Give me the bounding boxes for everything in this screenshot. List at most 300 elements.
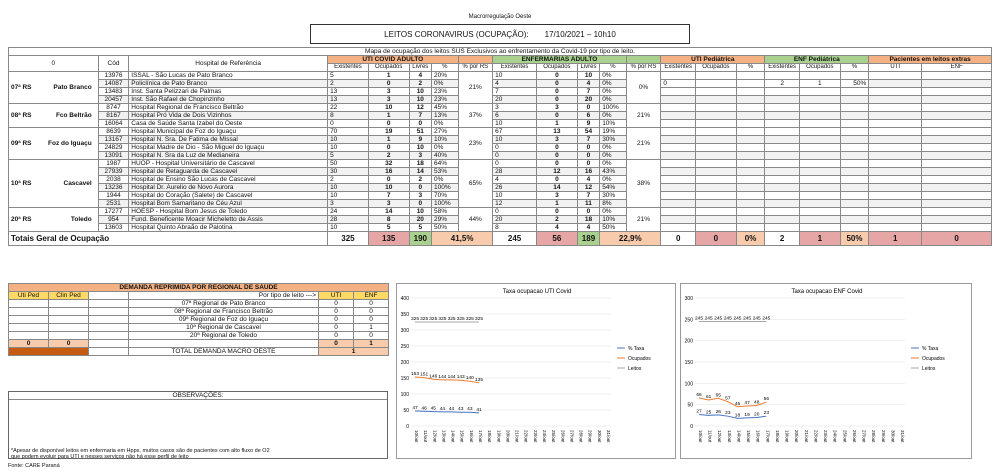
uti-value: 5 bbox=[409, 224, 431, 232]
ped-cell bbox=[49, 316, 89, 324]
data-label: 325 bbox=[429, 317, 438, 322]
uti-value: 20% bbox=[432, 72, 459, 80]
empty-ped-cell bbox=[736, 112, 765, 120]
extra-enf-cell bbox=[922, 128, 992, 136]
enf-value: 0 bbox=[537, 88, 578, 96]
legend-label: Ocupados bbox=[628, 356, 651, 362]
empty-ped-cell bbox=[736, 72, 765, 80]
empty-ped-cell bbox=[765, 216, 800, 224]
table-row bbox=[9, 96, 992, 104]
chart-title: Taxa ocupacao ENF Covid bbox=[791, 289, 863, 295]
uti-value: 50% bbox=[432, 224, 459, 232]
enf-value: 0 bbox=[493, 160, 537, 168]
total-utip-pct: 0% bbox=[736, 232, 765, 246]
data-label: 45 bbox=[430, 406, 436, 412]
extra-enf-cell bbox=[922, 176, 992, 184]
enf-value: 6 bbox=[577, 112, 599, 120]
x-tick-label: 30/out bbox=[890, 430, 896, 443]
enf-value: 0 bbox=[537, 160, 578, 168]
uti-value: 10% bbox=[432, 136, 459, 144]
region-name: Toledo bbox=[70, 216, 92, 223]
enf-value: 0 bbox=[493, 208, 537, 216]
table-row bbox=[9, 152, 992, 160]
observation-note-1: *Apesar de disponível leitos em enfermaria em Hpps, muitos casos são de pacientes com alto fluxo de O2 bbox=[11, 448, 270, 454]
enf-value: 0 bbox=[537, 72, 578, 80]
uti-value: 30 bbox=[328, 168, 369, 176]
empty-ped-cell bbox=[840, 96, 869, 104]
enf-pct-rs: 21% bbox=[626, 104, 661, 128]
enf-value: 67 bbox=[493, 128, 537, 136]
enf-value: 1 bbox=[537, 200, 578, 208]
uti-value: 8 bbox=[368, 216, 409, 224]
empty-ped-cell bbox=[661, 208, 696, 216]
empty-ped-cell bbox=[840, 224, 869, 232]
uti-value: 23% bbox=[432, 88, 459, 96]
enf-value: 8% bbox=[600, 200, 627, 208]
ped-sum-clin: 0 bbox=[49, 340, 89, 348]
uti-value: 0% bbox=[432, 80, 459, 88]
uti-ped-value bbox=[696, 80, 737, 88]
hospital-name: HUOP - Hospital Universitário de Cascavel bbox=[129, 160, 328, 168]
enf-value: 0 bbox=[577, 208, 599, 216]
uti-value: 5 bbox=[328, 72, 369, 80]
enf-value: 0 bbox=[537, 96, 578, 104]
ped-cell bbox=[49, 324, 89, 332]
column-header: Livres bbox=[409, 64, 431, 72]
data-label: 146 bbox=[429, 374, 438, 380]
region-name: Foz do Iguaçu bbox=[48, 140, 92, 147]
y-tick-label: 250 bbox=[400, 344, 409, 350]
extra-enf-cell bbox=[922, 160, 992, 168]
uti-value: 45% bbox=[432, 104, 459, 112]
uti-value: 0 bbox=[409, 184, 431, 192]
demand-row bbox=[9, 316, 389, 324]
empty-ped-cell bbox=[736, 152, 765, 160]
data-label: 245 bbox=[733, 316, 742, 322]
x-tick-label: 10/out bbox=[698, 430, 703, 443]
uti-value: 13 bbox=[328, 96, 369, 104]
table-row bbox=[9, 192, 992, 200]
uti-pct-rs: 23% bbox=[458, 128, 493, 160]
ped-total-bar bbox=[9, 348, 89, 356]
legend-label: Ocupados bbox=[922, 356, 945, 362]
empty-ped-cell bbox=[765, 72, 800, 80]
empty-ped-cell bbox=[840, 104, 869, 112]
enf-pct-rs: 0% bbox=[626, 72, 661, 104]
enf-value: 0% bbox=[600, 72, 627, 80]
empty-ped-cell bbox=[799, 88, 840, 96]
enf-pct-rs: 38% bbox=[626, 160, 661, 208]
empty-ped-cell bbox=[840, 144, 869, 152]
empty-ped-cell bbox=[661, 96, 696, 104]
empty-ped-cell bbox=[736, 88, 765, 96]
extra-uti-cell bbox=[869, 184, 922, 192]
region-rs: 07ª RS bbox=[11, 84, 32, 91]
hospital-name: HOESP - Hospital Bom Jesus de Toledo bbox=[129, 208, 328, 216]
empty-ped-cell bbox=[661, 104, 696, 112]
empty-ped-cell bbox=[765, 136, 800, 144]
enf-value: 4 bbox=[577, 80, 599, 88]
total-enf-ocupados: 56 bbox=[537, 232, 578, 246]
enf-value: 19% bbox=[600, 128, 627, 136]
demand-enf-col: ENF bbox=[354, 292, 389, 300]
uti-value: 10 bbox=[368, 104, 409, 112]
empty-ped-cell bbox=[661, 88, 696, 96]
enf-ped-header: ENF Pediátrica bbox=[765, 56, 869, 64]
demand-row bbox=[9, 332, 389, 340]
hospital-code: 8747 bbox=[98, 104, 129, 112]
total-uti-existentes: 325 bbox=[328, 232, 369, 246]
enf-value: 8 bbox=[493, 224, 537, 232]
empty-ped-cell bbox=[840, 72, 869, 80]
empty-ped-cell bbox=[696, 96, 737, 104]
table-row bbox=[9, 168, 992, 176]
x-tick-label: 13/out bbox=[441, 430, 447, 443]
macro-region-label: Macrorregulação Oeste bbox=[468, 14, 532, 20]
extra-enf-cell bbox=[922, 192, 992, 200]
uti-value: 10 bbox=[328, 136, 369, 144]
empty-ped-cell bbox=[661, 152, 696, 160]
table-row bbox=[9, 80, 992, 88]
empty-ped-cell bbox=[661, 216, 696, 224]
empty-ped-cell bbox=[840, 128, 869, 136]
uti-value: 1 bbox=[368, 112, 409, 120]
uti-ped-header: UTI Pediátrica bbox=[661, 56, 765, 64]
hospital-name: Hospital Bom Samaritano de Céu Azul bbox=[129, 200, 328, 208]
hospital-code: 954 bbox=[98, 216, 129, 224]
x-tick-label: 21/out bbox=[803, 430, 809, 443]
sum-enf: 1 bbox=[354, 340, 389, 348]
hospital-code: 13091 bbox=[98, 152, 129, 160]
enf-value: 0 bbox=[537, 80, 578, 88]
extra-enf-cell bbox=[922, 72, 992, 80]
observations-box bbox=[8, 391, 388, 459]
title-date: 17/10/2021 – 10h10 bbox=[544, 29, 616, 39]
enf-value: 30% bbox=[600, 192, 627, 200]
total-uti-livres: 190 bbox=[409, 232, 431, 246]
enf-value: 4 bbox=[577, 224, 599, 232]
enf-value: 3 bbox=[493, 104, 537, 112]
uti-value: 13 bbox=[328, 88, 369, 96]
empty-ped-cell bbox=[696, 208, 737, 216]
uti-value: 7 bbox=[409, 112, 431, 120]
x-tick-label: 16/out bbox=[468, 430, 474, 443]
enf-value: 0 bbox=[577, 104, 599, 112]
extra-uti-cell bbox=[869, 88, 922, 96]
data-label: 325 bbox=[420, 317, 429, 322]
uti-value: 2 bbox=[409, 176, 431, 184]
enf-value: 54% bbox=[600, 184, 627, 192]
uti-value: 70% bbox=[432, 192, 459, 200]
hospital-name: Hospital de Ensino São Lucas de Cascavel bbox=[129, 176, 328, 184]
enf-value: 3 bbox=[537, 192, 578, 200]
x-tick-label: 11/out bbox=[423, 430, 429, 443]
data-label: 245 bbox=[714, 316, 723, 322]
extra-uti-cell bbox=[869, 208, 922, 216]
uti-pct-rs: 44% bbox=[458, 208, 493, 232]
uti-value: 16 bbox=[368, 168, 409, 176]
empty-ped-cell bbox=[799, 144, 840, 152]
empty-ped-cell bbox=[696, 88, 737, 96]
hospital-name: Casa de Saúde Santa Izabel do Oeste bbox=[129, 120, 328, 128]
uti-value: 10 bbox=[328, 224, 369, 232]
data-label: 140 bbox=[465, 376, 474, 382]
region-name: Fco Beltrão bbox=[55, 112, 92, 119]
hospital-name: Hospital Pró Vida de Dois Vizinhos bbox=[129, 112, 328, 120]
empty-ped-cell bbox=[765, 120, 800, 128]
x-tick-label: 18/out bbox=[774, 430, 780, 443]
x-tick-label: 14/out bbox=[736, 430, 742, 443]
hospital-code: 27939 bbox=[98, 168, 129, 176]
region-cell bbox=[9, 72, 99, 104]
column-header: Livres bbox=[577, 64, 599, 72]
empty-ped-cell bbox=[840, 152, 869, 160]
extra-uti-cell bbox=[869, 112, 922, 120]
empty-ped-cell bbox=[661, 128, 696, 136]
uti-value: 1 bbox=[368, 136, 409, 144]
column-header: Existentes bbox=[493, 64, 537, 72]
empty-ped-cell bbox=[799, 200, 840, 208]
empty-ped-cell bbox=[840, 184, 869, 192]
demand-row bbox=[9, 284, 389, 292]
uti-value: 53% bbox=[432, 168, 459, 176]
extra-enf-cell bbox=[922, 112, 992, 120]
enf-value: 0% bbox=[600, 96, 627, 104]
data-label: 46 bbox=[421, 406, 427, 412]
data-label: 44 bbox=[439, 406, 446, 412]
x-tick-label: 13/out bbox=[726, 430, 732, 443]
region-cell bbox=[9, 128, 99, 160]
data-label: 325 bbox=[410, 317, 420, 322]
hospital-code: 13167 bbox=[98, 136, 129, 144]
x-tick-label: 12/out bbox=[717, 430, 723, 443]
empty-ped-cell bbox=[661, 176, 696, 184]
uti-ped-value bbox=[736, 80, 765, 88]
hospital-name: Hospital Quinto Abraão de Palotina bbox=[129, 224, 328, 232]
column-header: Ocupados bbox=[368, 64, 409, 72]
empty-ped-cell bbox=[736, 144, 765, 152]
uti-value: 10 bbox=[368, 184, 409, 192]
uti-value: 0% bbox=[432, 176, 459, 184]
enf-value: 10 bbox=[493, 72, 537, 80]
demand-row bbox=[9, 348, 389, 356]
column-header: UTI bbox=[869, 64, 922, 72]
demand-row bbox=[9, 300, 389, 308]
extra-beds-header: Pacientes em leitos extras bbox=[869, 56, 992, 64]
uti-value: 14 bbox=[409, 168, 431, 176]
empty-ped-cell bbox=[736, 192, 765, 200]
hospital-code: 1987 bbox=[98, 160, 129, 168]
uti-value: 4 bbox=[409, 72, 431, 80]
x-tick-label: 19/out bbox=[496, 430, 502, 443]
spacer bbox=[89, 348, 129, 356]
column-header: Existentes bbox=[328, 64, 369, 72]
extra-uti-cell bbox=[869, 224, 922, 232]
data-label: 47 bbox=[412, 405, 418, 411]
empty-ped-cell bbox=[799, 176, 840, 184]
x-tick-label: 31/out bbox=[606, 430, 611, 443]
x-tick-label: 15/out bbox=[459, 430, 465, 443]
empty-ped-cell bbox=[765, 168, 800, 176]
table-row bbox=[9, 216, 992, 224]
table-row bbox=[9, 208, 992, 216]
region-cell bbox=[9, 160, 99, 208]
uti-value: 40% bbox=[432, 152, 459, 160]
enf-value: 26 bbox=[493, 184, 537, 192]
por-tipo-label: Por tipo de leito ---> bbox=[129, 292, 319, 300]
regional-enf: 1 bbox=[354, 324, 389, 332]
enf-value: 4 bbox=[493, 80, 537, 88]
observation-note-2: que podem evoluir para UTI e nesses serviços não há esse perfil de leito bbox=[11, 454, 189, 460]
chart-enf bbox=[680, 283, 972, 459]
table-row bbox=[9, 128, 992, 136]
uti-value: 10 bbox=[328, 144, 369, 152]
empty-ped-cell bbox=[696, 224, 737, 232]
hospital-name: Hospital Madre de Dio - São Miguel do Iguaçu bbox=[129, 144, 328, 152]
demand-total: 1 bbox=[319, 348, 389, 356]
hospital-code: 13603 bbox=[98, 224, 129, 232]
spacer bbox=[89, 300, 129, 308]
empty-ped-cell bbox=[696, 120, 737, 128]
data-label: 19 bbox=[744, 412, 750, 418]
clin-ped-col: Clin Ped bbox=[49, 292, 89, 300]
region-cell bbox=[9, 104, 99, 128]
x-tick-label: 19/out bbox=[784, 430, 790, 443]
occupancy-table bbox=[8, 47, 992, 246]
empty-ped-cell bbox=[799, 216, 840, 224]
x-tick-label: 23/out bbox=[532, 430, 538, 443]
x-tick-label: 26/out bbox=[560, 430, 566, 443]
enf-value: 0% bbox=[600, 112, 627, 120]
enf-value: 13 bbox=[537, 128, 578, 136]
enf-value: 0 bbox=[537, 208, 578, 216]
data-label: 43 bbox=[458, 407, 464, 413]
table-row bbox=[9, 136, 992, 144]
column-header: Ocupados bbox=[696, 64, 737, 72]
empty-ped-cell bbox=[696, 152, 737, 160]
data-label: 65 bbox=[715, 393, 721, 399]
y-tick-label: 200 bbox=[400, 360, 409, 366]
demand-row bbox=[9, 308, 389, 316]
column-header: % bbox=[600, 64, 627, 72]
empty-ped-cell bbox=[765, 160, 800, 168]
table-row bbox=[9, 160, 992, 168]
empty-ped-cell bbox=[661, 160, 696, 168]
empty-ped-cell bbox=[799, 136, 840, 144]
empty-ped-cell bbox=[840, 176, 869, 184]
data-label: 48 bbox=[754, 400, 760, 406]
empty-ped-cell bbox=[696, 160, 737, 168]
enf-value: 0% bbox=[600, 144, 627, 152]
enf-value: 11 bbox=[577, 200, 599, 208]
x-tick-label: 21/out bbox=[514, 430, 520, 443]
enf-pct-rs: 21% bbox=[626, 208, 661, 232]
hospital-name: Hospital de Retaguarda de Cascavel bbox=[129, 168, 328, 176]
column-header: % bbox=[736, 64, 765, 72]
empty-ped-cell bbox=[765, 128, 800, 136]
x-tick-label: 11/out bbox=[707, 430, 713, 443]
uti-value: 13% bbox=[432, 112, 459, 120]
empty-ped-cell bbox=[736, 168, 765, 176]
spacer bbox=[89, 340, 129, 348]
extra-uti-cell bbox=[869, 200, 922, 208]
demand-title: DEMANDA REPRIMIDA POR REGIONAL DE SAÚDE bbox=[9, 284, 389, 292]
legend-label: Leitos bbox=[628, 366, 642, 372]
region-cell bbox=[9, 208, 99, 232]
data-label: 66 bbox=[696, 392, 702, 398]
empty-ped-cell bbox=[840, 136, 869, 144]
data-label: 27 bbox=[696, 409, 702, 415]
uti-value: 10 bbox=[328, 184, 369, 192]
empty-ped-cell bbox=[765, 152, 800, 160]
uti-value: 70 bbox=[328, 128, 369, 136]
empty-ped-cell bbox=[799, 96, 840, 104]
extra-uti-cell bbox=[869, 80, 922, 88]
enf-value: 12 bbox=[577, 184, 599, 192]
extra-uti-cell bbox=[869, 216, 922, 224]
enf-value: 18 bbox=[577, 216, 599, 224]
uti-value: 3 bbox=[409, 192, 431, 200]
extra-enf-cell bbox=[922, 216, 992, 224]
x-tick-label: 31/out bbox=[900, 430, 905, 443]
data-label: 56 bbox=[763, 397, 770, 403]
total-enfp-existentes: 2 bbox=[765, 232, 800, 246]
extra-enf-cell bbox=[922, 120, 992, 128]
empty-ped-cell bbox=[736, 104, 765, 112]
y-tick-label: 350 bbox=[400, 312, 409, 318]
region-rs: 09ª RS bbox=[11, 140, 32, 147]
enf-adulto-header: ENFERMARIAS ADULTO bbox=[493, 56, 627, 64]
uti-value: 19 bbox=[368, 128, 409, 136]
total-utip-ocupados: 0 bbox=[696, 232, 737, 246]
data-label: 245 bbox=[752, 316, 761, 322]
column-header: Existentes bbox=[765, 64, 800, 72]
uti-value: 3 bbox=[368, 88, 409, 96]
empty-ped-cell bbox=[799, 120, 840, 128]
uti-value: 0% bbox=[432, 120, 459, 128]
enf-value: 50% bbox=[600, 224, 627, 232]
data-label: 325 bbox=[474, 317, 484, 322]
regional-enf: 0 bbox=[354, 332, 389, 340]
ped-cell bbox=[9, 324, 49, 332]
data-label: 43 bbox=[467, 407, 473, 413]
sum-uti: 0 bbox=[319, 340, 354, 348]
enf-value: 3 bbox=[537, 104, 578, 112]
region-name: Cascavel bbox=[63, 180, 92, 187]
uti-value: 0% bbox=[432, 144, 459, 152]
empty-ped-cell bbox=[840, 216, 869, 224]
empty-ped-cell bbox=[696, 144, 737, 152]
data-label: 61 bbox=[705, 394, 712, 400]
empty-ped-cell bbox=[661, 112, 696, 120]
empty-ped-cell bbox=[799, 208, 840, 216]
totals-label: Totais Geral de Ocupação bbox=[9, 232, 328, 246]
spacer bbox=[89, 308, 129, 316]
empty-ped-cell bbox=[765, 112, 800, 120]
empty-ped-cell bbox=[840, 120, 869, 128]
regional-uti: 0 bbox=[319, 332, 354, 340]
x-tick-label: 29/out bbox=[880, 430, 886, 443]
empty-ped-cell bbox=[696, 184, 737, 192]
x-tick-label: 22/out bbox=[523, 430, 529, 443]
hospital-name: ISSAL - São Lucas de Pato Branco bbox=[129, 72, 328, 80]
enf-value: 0 bbox=[537, 144, 578, 152]
hospital-code: 14087 bbox=[98, 80, 129, 88]
enf-value: 0 bbox=[577, 160, 599, 168]
extra-enf-cell bbox=[922, 184, 992, 192]
uti-pct-rs: 37% bbox=[458, 104, 493, 128]
empty-ped-cell bbox=[736, 176, 765, 184]
